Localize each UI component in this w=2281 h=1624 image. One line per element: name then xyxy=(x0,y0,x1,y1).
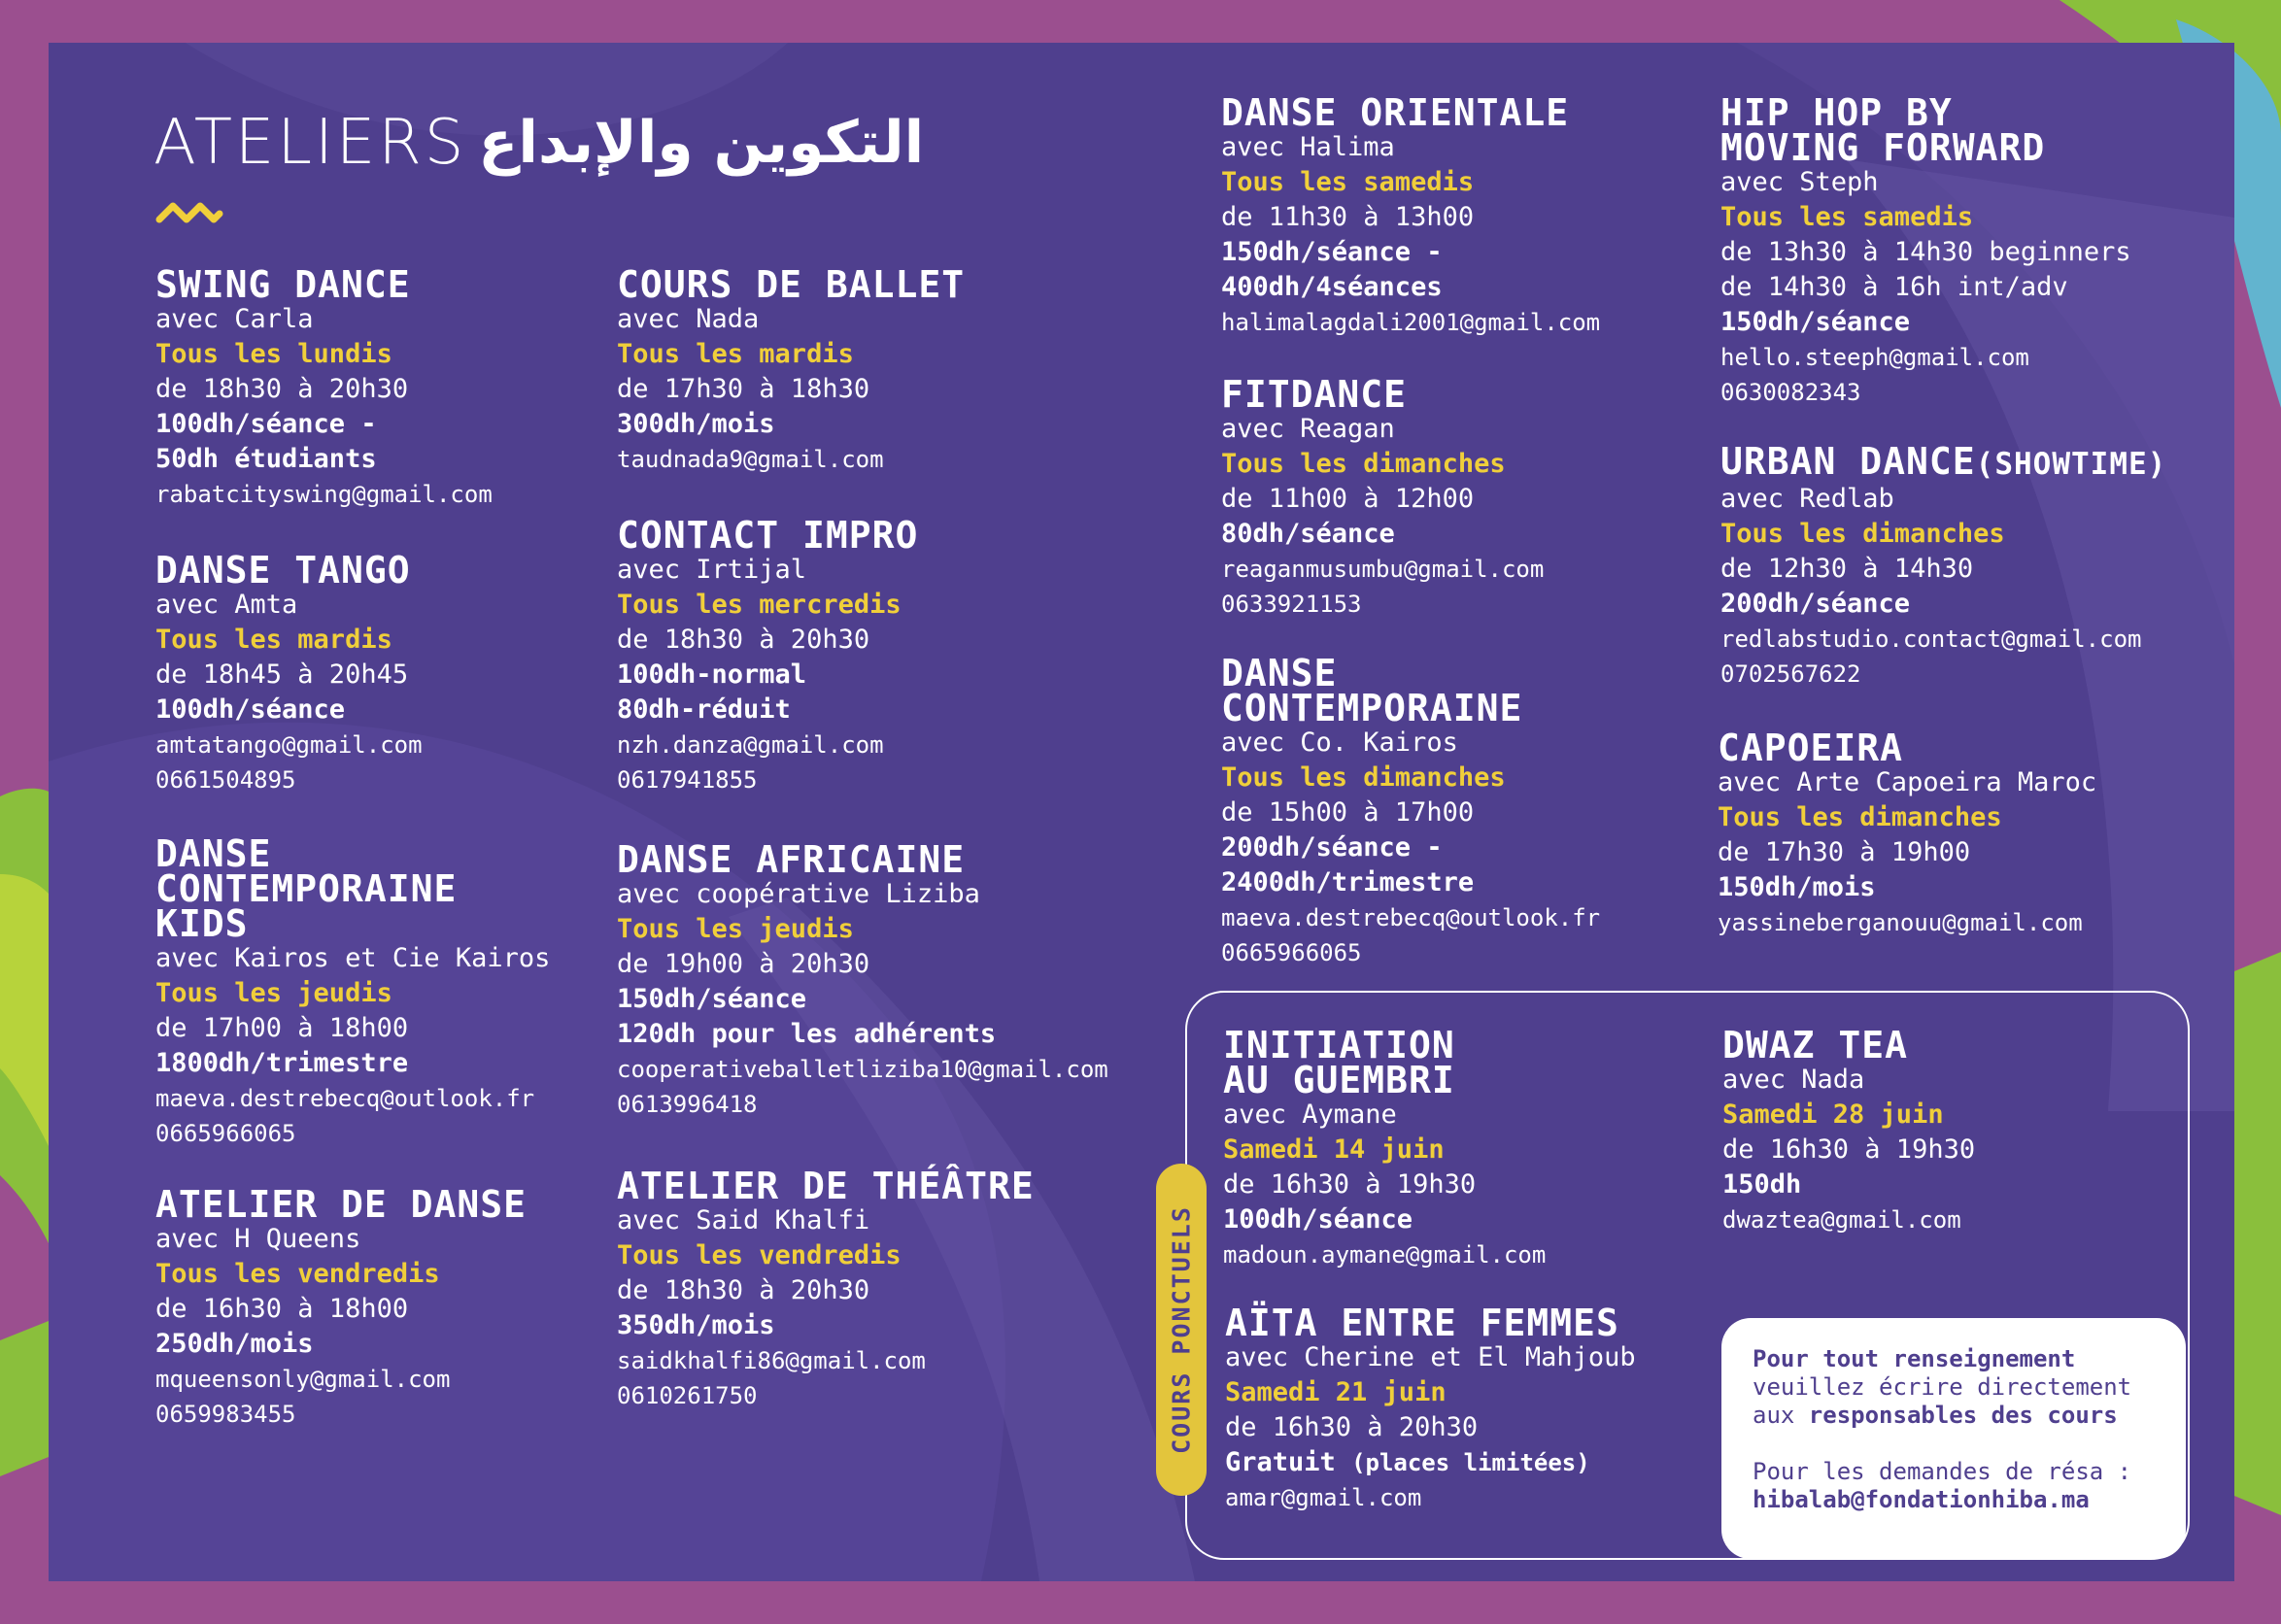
workshop-dwaz-tea xyxy=(1722,1024,1976,1237)
workshop-cours-de-ballet xyxy=(617,263,966,477)
workshop-email[interactable]: nzh.danza@gmail.com xyxy=(617,731,884,759)
workshop-phone[interactable]: 0617941855 xyxy=(617,766,758,794)
workshop-title xyxy=(1720,440,2167,483)
workshop-title: DWAZ TEA xyxy=(1722,1024,1909,1066)
cours-ponctuels-text: COURS PONCTUELS xyxy=(1167,1205,1196,1454)
workshop-title: ATELIER DE DANSE xyxy=(155,1183,528,1226)
title-arabic: التكوين والإبداع xyxy=(478,109,925,177)
workshop-teacher: avec Arte Capoeira Maroc xyxy=(1718,767,2097,797)
workshop-title: SWING DANCE xyxy=(155,263,411,306)
info-line-3: aux responsables des cours xyxy=(1753,1402,2118,1429)
workshop-danse-contemporaine xyxy=(1221,652,1601,970)
workshop-title: CAPOEIRA xyxy=(1718,727,1904,769)
workshop-urban-dance xyxy=(1720,440,2167,692)
workshop-price: 1800dh/trimestre xyxy=(155,1048,409,1078)
workshop-email[interactable]: amtatango@gmail.com xyxy=(155,731,423,759)
workshop-phone[interactable]: 0613996418 xyxy=(617,1091,758,1118)
workshop-teacher: avec Reagan xyxy=(1221,414,1395,444)
title-latin: ATELIERS xyxy=(153,107,467,179)
workshop-email[interactable]: halimalagdali2001@gmail.com xyxy=(1221,309,1601,336)
workshop-day: Tous les lundis xyxy=(155,339,392,369)
workshop-teacher: avec Amta xyxy=(155,590,298,620)
workshop-day: Tous les mercredis xyxy=(617,590,902,620)
workshop-day: Tous les vendredis xyxy=(617,1240,902,1270)
workshop-price: 200dh/séance xyxy=(1720,589,1911,619)
workshop-teacher: avec Nada xyxy=(617,304,760,334)
workshop-teacher: avec Carla xyxy=(155,304,314,334)
workshop-teacher: avec Aymane xyxy=(1223,1100,1397,1130)
workshop-price: 150dh/séance - xyxy=(1221,237,1443,267)
workshop-day: Samedi 21 juin xyxy=(1225,1377,1447,1407)
workshop-time: de 16h30 à 20h30 xyxy=(1225,1412,1479,1442)
workshop-teacher: avec coopérative Liziba xyxy=(617,879,980,909)
workshop-time: de 18h45 à 20h45 xyxy=(155,660,409,690)
workshop-price-2: 400dh/4séances xyxy=(1221,272,1443,302)
workshop-price: 100dh/séance - xyxy=(155,409,377,439)
workshop-title: AÏTA ENTRE FEMMES xyxy=(1225,1302,1619,1344)
info-email[interactable]: hibalab@fondationhiba.ma xyxy=(1753,1486,2090,1513)
workshop-day: Tous les jeudis xyxy=(155,978,392,1008)
zigzag-icon xyxy=(155,200,223,227)
workshop-initiation-guembri xyxy=(1223,1024,1547,1272)
workshop-title: INITIATION AU GUEMBRI xyxy=(1223,1024,1455,1101)
workshop-time: de 18h30 à 20h30 xyxy=(155,374,409,404)
workshop-title: CONTACT IMPRO xyxy=(617,514,919,557)
workshop-teacher: avec Cherine et El Mahjoub xyxy=(1225,1342,1636,1372)
workshop-teacher: avec Irtijal xyxy=(617,555,807,585)
workshop-price: 100dh/séance xyxy=(155,694,346,725)
workshop-day: Tous les dimanches xyxy=(1718,802,2002,832)
workshop-price-main: Gratuit xyxy=(1225,1447,1336,1477)
workshop-phone[interactable]: 0665966065 xyxy=(155,1120,296,1147)
workshop-title-main: URBAN DANCE xyxy=(1720,440,1976,483)
workshop-danse-africaine xyxy=(617,838,1108,1122)
workshop-phone[interactable]: 0630082343 xyxy=(1720,379,1861,406)
workshop-phone[interactable]: 0661504895 xyxy=(155,766,296,794)
workshop-time: de 16h30 à 19h30 xyxy=(1223,1169,1477,1200)
workshop-price: 200dh/séance - xyxy=(1221,832,1443,863)
workshop-time: de 16h30 à 18h00 xyxy=(155,1294,409,1324)
workshop-fitdance xyxy=(1221,373,1545,622)
workshop-day: Tous les mardis xyxy=(155,625,392,655)
workshop-atelier-de-danse xyxy=(155,1183,528,1432)
info-line-4: Pour les demandes de résa : xyxy=(1753,1458,2132,1485)
workshop-email[interactable]: madoun.aymane@gmail.com xyxy=(1223,1241,1547,1269)
workshop-atelier-de-theatre xyxy=(617,1165,1035,1413)
workshop-time: de 13h30 à 14h30 beginners xyxy=(1720,237,2131,267)
workshop-title: HIP HOP BY MOVING FORWARD xyxy=(1720,91,2046,169)
workshop-teacher: avec Said Khalfi xyxy=(617,1205,870,1235)
workshop-swing-dance xyxy=(155,263,493,512)
workshop-price: 250dh/mois xyxy=(155,1329,314,1359)
workshop-title: FITDANCE xyxy=(1221,373,1408,416)
workshop-aita-entre-femmes xyxy=(1225,1302,1636,1515)
workshop-day: Tous les dimanches xyxy=(1720,519,2005,549)
workshop-time: de 16h30 à 19h30 xyxy=(1722,1134,1976,1165)
workshop-email[interactable]: mqueensonly@gmail.com xyxy=(155,1366,451,1393)
workshop-day: Tous les dimanches xyxy=(1221,449,1506,479)
workshop-email[interactable]: redlabstudio.contact@gmail.com xyxy=(1720,626,2142,653)
workshop-time: de 17h30 à 18h30 xyxy=(617,374,870,404)
workshop-day: Samedi 14 juin xyxy=(1223,1134,1445,1165)
workshop-email[interactable]: rabatcityswing@gmail.com xyxy=(155,481,493,508)
workshop-title: COURS DE BALLET xyxy=(617,263,966,306)
workshop-phone[interactable]: 0659983455 xyxy=(155,1401,296,1428)
workshop-email[interactable]: yassineberganouu@gmail.com xyxy=(1718,909,2083,936)
workshop-time: de 17h00 à 18h00 xyxy=(155,1013,409,1043)
workshop-day: Tous les samedis xyxy=(1720,202,1974,232)
workshop-time: de 12h30 à 14h30 xyxy=(1720,554,1974,584)
workshop-price-2: 2400dh/trimestre xyxy=(1221,867,1475,897)
workshop-email[interactable]: cooperativeballetliziba10@gmail.com xyxy=(617,1056,1108,1083)
info-line-2: veuillez écrire directement xyxy=(1753,1373,2132,1401)
workshop-teacher: avec Steph xyxy=(1720,167,1879,197)
workshop-price: 150dh/séance xyxy=(1720,307,1911,337)
workshop-price: 150dh/mois xyxy=(1718,872,1876,902)
workshop-price: 150dh/séance xyxy=(617,984,807,1014)
workshop-teacher: avec Nada xyxy=(1722,1065,1865,1095)
workshop-price xyxy=(1225,1445,1636,1480)
workshop-day: Tous les jeudis xyxy=(617,914,854,944)
workshop-teacher: avec Redlab xyxy=(1720,484,1894,514)
workshop-day: Samedi 28 juin xyxy=(1722,1100,1944,1130)
workshop-time: de 18h30 à 20h30 xyxy=(617,625,870,655)
workshop-price: 150dh xyxy=(1722,1169,1802,1200)
workshop-price-2: 120dh pour les adhérents xyxy=(617,1019,997,1049)
workshop-time: de 11h30 à 13h00 xyxy=(1221,202,1475,232)
workshop-danse-orientale xyxy=(1221,91,1601,340)
workshop-price-2: 50dh étudiants xyxy=(155,444,377,474)
workshop-email[interactable]: taudnada9@gmail.com xyxy=(617,446,884,473)
workshop-title: DANSE CONTEMPORAINE KIDS xyxy=(155,832,458,945)
workshop-email[interactable]: maeva.destrebecq@outlook.fr xyxy=(155,1085,535,1112)
workshop-price: 350dh/mois xyxy=(617,1310,775,1340)
workshop-title: ATELIER DE THÉÂTRE xyxy=(617,1165,1035,1207)
workshop-phone[interactable]: 0610261750 xyxy=(617,1382,758,1409)
workshop-day: Tous les dimanches xyxy=(1221,762,1506,793)
workshop-price-2: 80dh-réduit xyxy=(617,694,791,725)
workshop-day: Tous les vendredis xyxy=(155,1259,440,1289)
workshop-price: 300dh/mois xyxy=(617,409,775,439)
info-text xyxy=(1753,1345,2131,1514)
workshop-title-suffix: (SHOWTIME) xyxy=(1975,447,2167,482)
workshop-danse-contemporaine-kids xyxy=(155,832,551,1151)
workshop-title: DANSE ORIENTALE xyxy=(1221,91,1570,134)
workshop-price-note: (places limitées) xyxy=(1351,1449,1590,1476)
workshop-title: DANSE CONTEMPORAINE xyxy=(1221,652,1523,729)
workshop-contact-impro xyxy=(617,514,919,797)
workshop-title: DANSE AFRICAINE xyxy=(617,838,966,881)
workshop-time: de 17h30 à 19h00 xyxy=(1718,837,1971,867)
workshop-phone[interactable]: 0633921153 xyxy=(1221,591,1362,618)
workshop-email[interactable]: dwaztea@gmail.com xyxy=(1722,1206,1961,1234)
workshop-email[interactable]: amar@gmail.com xyxy=(1225,1484,1422,1511)
workshop-hip-hop xyxy=(1720,91,2131,410)
workshop-teacher: avec Co. Kairos xyxy=(1221,727,1458,758)
workshop-email[interactable]: saidkhalfi86@gmail.com xyxy=(617,1347,926,1374)
workshop-time: de 18h30 à 20h30 xyxy=(617,1275,870,1305)
info-box xyxy=(1721,1318,2186,1559)
workshop-day: Tous les samedis xyxy=(1221,167,1475,197)
workshop-teacher: avec H Queens xyxy=(155,1224,361,1254)
workshop-teacher: avec Kairos et Cie Kairos xyxy=(155,943,551,973)
workshop-time: de 15h00 à 17h00 xyxy=(1221,797,1475,828)
workshop-capoeira xyxy=(1718,727,2097,940)
workshop-email[interactable]: hello.steeph@gmail.com xyxy=(1720,344,2029,371)
workshop-title: DANSE TANGO xyxy=(155,549,411,592)
workshop-phone[interactable]: 0702567622 xyxy=(1720,660,1861,688)
page-title xyxy=(153,107,924,179)
workshop-time: de 11h00 à 12h00 xyxy=(1221,484,1475,514)
workshop-price: 100dh-normal xyxy=(617,660,807,690)
workshop-email[interactable]: reaganmusumbu@gmail.com xyxy=(1221,556,1545,583)
workshop-price: 80dh/séance xyxy=(1221,519,1395,549)
workshop-phone[interactable]: 0665966065 xyxy=(1221,939,1362,966)
workshop-time: de 19h00 à 20h30 xyxy=(617,949,870,979)
workshop-danse-tango xyxy=(155,549,423,797)
workshop-teacher: avec Halima xyxy=(1221,132,1395,162)
workshop-price: 100dh/séance xyxy=(1223,1204,1413,1235)
workshop-day: Tous les mardis xyxy=(617,339,854,369)
info-line-1: Pour tout renseignement xyxy=(1753,1345,2076,1372)
cours-ponctuels-label xyxy=(1156,1164,1207,1496)
workshop-time-2: de 14h30 à 16h int/adv xyxy=(1720,272,2068,302)
workshop-email[interactable]: maeva.destrebecq@outlook.fr xyxy=(1221,904,1601,931)
